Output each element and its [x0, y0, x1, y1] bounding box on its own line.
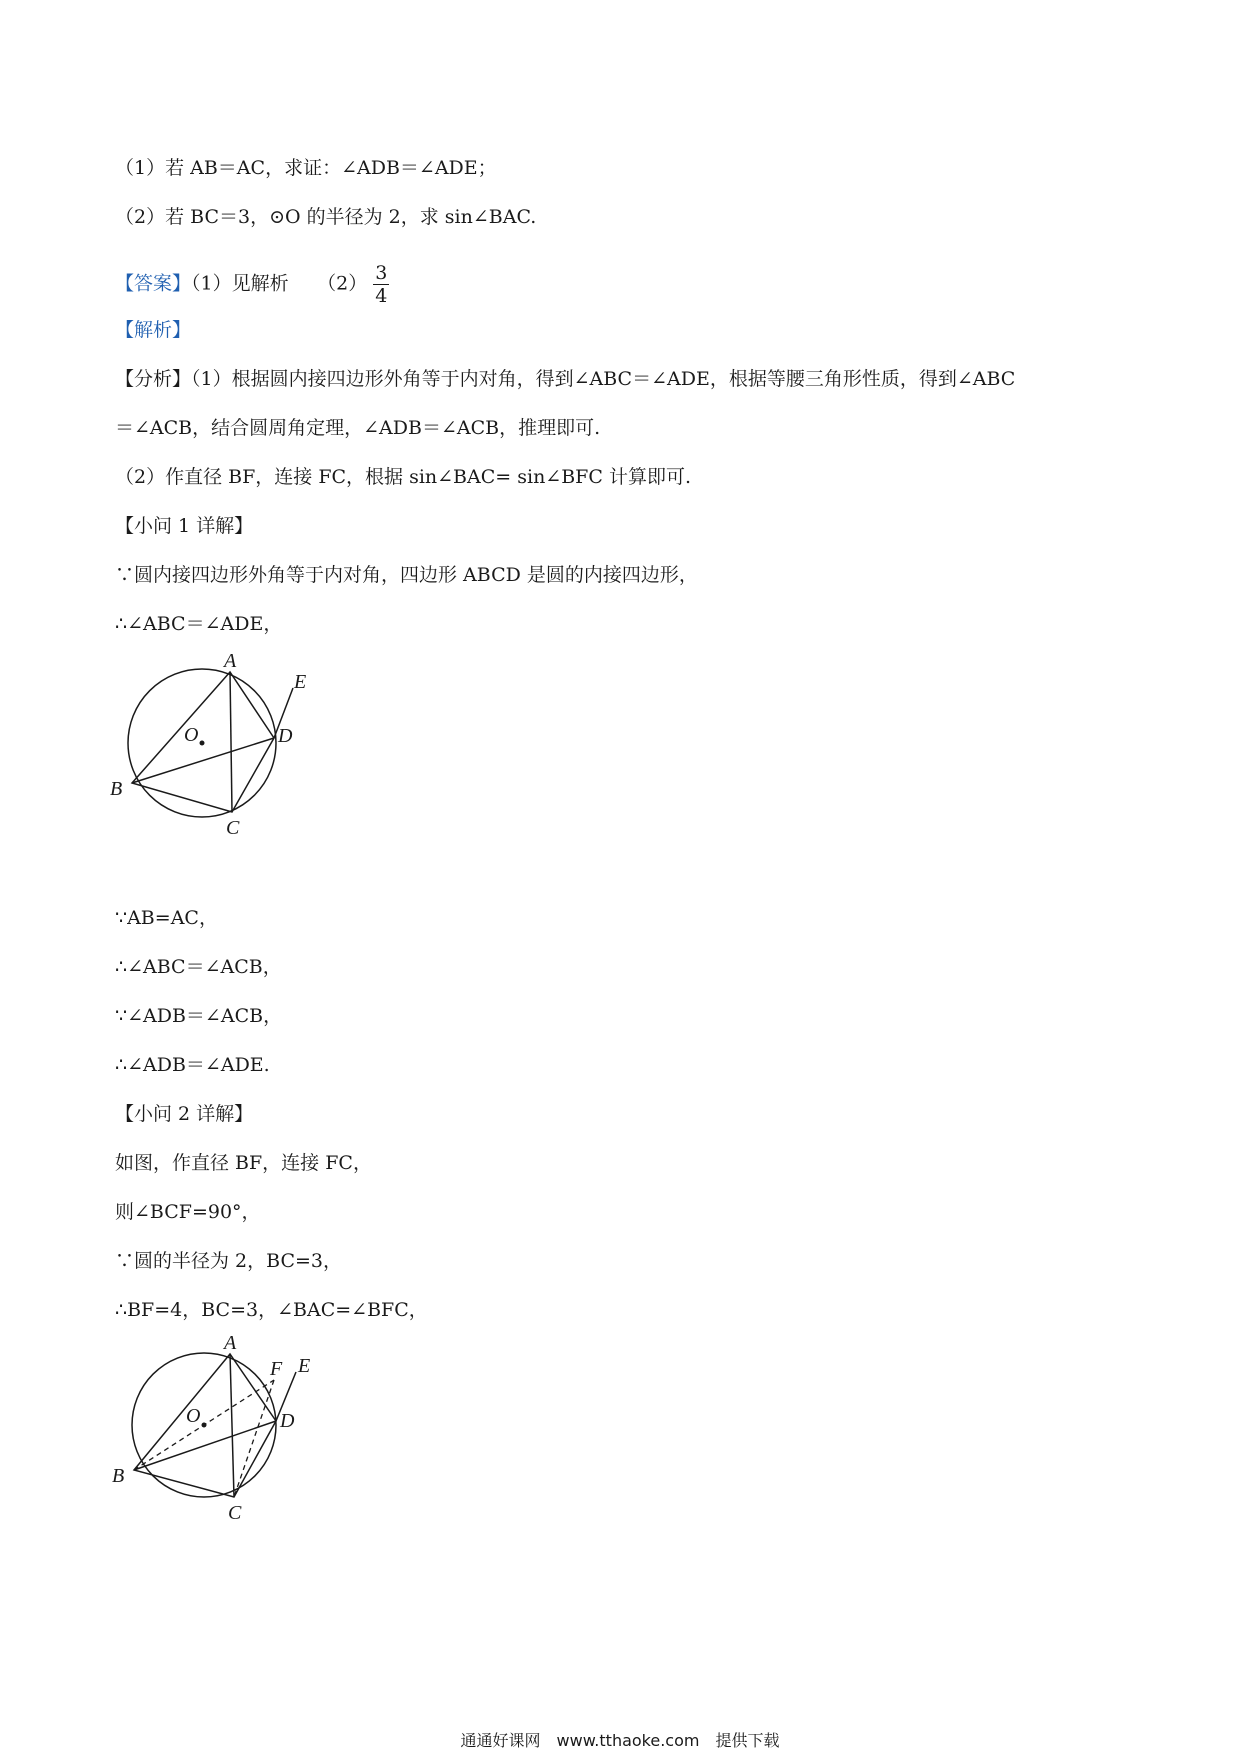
label-e: E — [298, 1355, 311, 1377]
section-1-line-3: ∵AB=AC， — [115, 907, 218, 929]
section-1-line-5: ∵∠ADB＝∠ACB， — [115, 1005, 283, 1027]
figure-1-circle-diagram — [110, 650, 330, 840]
section-2-line-1: 如图，作直径 BF，连接 FC， — [115, 1152, 372, 1174]
label-c: C — [228, 1502, 242, 1520]
section-2-line-3: ∵圆的半径为 2，BC=3， — [115, 1250, 342, 1272]
segment-ac — [230, 1354, 234, 1497]
label-c: C — [226, 817, 240, 839]
center-point — [200, 741, 205, 746]
analysis-line-1: 【分析】（1）根据圆内接四边形外角等于内对角，得到∠ABC＝∠ADE，根据等腰三角形性质，得到∠ABC — [115, 368, 1016, 390]
section-2-line-2: 则∠BCF=90°， — [115, 1201, 261, 1223]
label-b: B — [112, 1465, 125, 1487]
label-a: A — [224, 650, 237, 672]
fraction-numerator: 3 — [375, 262, 388, 284]
section-1-line-2: ∴∠ABC＝∠ADE， — [115, 613, 283, 635]
section-1-heading: 【小问 1 详解】 — [115, 515, 254, 537]
answer-label: 【答案】 — [115, 272, 192, 295]
figure-2-circle-diagram — [110, 1330, 330, 1520]
segment-bd — [134, 1421, 276, 1470]
label-e: E — [294, 671, 307, 693]
analysis-line-3: （2）作直径 BF，连接 FC，根据 sin∠BAC= sin∠BFC 计算即可. — [115, 466, 691, 488]
section-1-line-4: ∴∠ABC＝∠ACB， — [115, 956, 282, 978]
chord-fc — [234, 1380, 274, 1497]
label-o: O — [184, 724, 199, 746]
section-1-line-1: ∵圆内接四边形外角等于内对角，四边形 ABCD 是圆的内接四边形， — [115, 564, 698, 586]
label-f: F — [270, 1358, 283, 1380]
label-o: O — [186, 1405, 201, 1427]
fraction-denominator: 4 — [375, 285, 388, 307]
page-footer: 通通好课网 www.tthaoke.com 提供下载 — [460, 1731, 780, 1750]
question-1: （1）若 AB＝AC，求证：∠ADB＝∠ADE； — [115, 157, 497, 179]
section-1-line-6: ∴∠ADB＝∠ADE. — [115, 1054, 270, 1076]
section-2-line-4: ∴BF=4，BC=3，∠BAC=∠BFC， — [115, 1299, 428, 1321]
answer-line — [115, 262, 389, 307]
analysis-line-2: ＝∠ACB，结合圆周角定理，∠ADB＝∠ACB，推理即可. — [115, 417, 601, 439]
label-b: B — [110, 778, 123, 800]
center-point — [202, 1423, 207, 1428]
answer-fraction — [373, 262, 389, 307]
segment-ac — [230, 672, 232, 812]
label-a: A — [224, 1332, 237, 1354]
analysis-label: 【解析】 — [115, 319, 192, 341]
question-2: （2）若 BC＝3，⊙O 的半径为 2，求 sin∠BAC. — [115, 206, 537, 228]
answer-text: （1）见解析 （2） — [191, 272, 368, 295]
label-d: D — [280, 1410, 295, 1432]
label-d: D — [278, 725, 293, 747]
section-2-heading: 【小问 2 详解】 — [115, 1103, 254, 1125]
